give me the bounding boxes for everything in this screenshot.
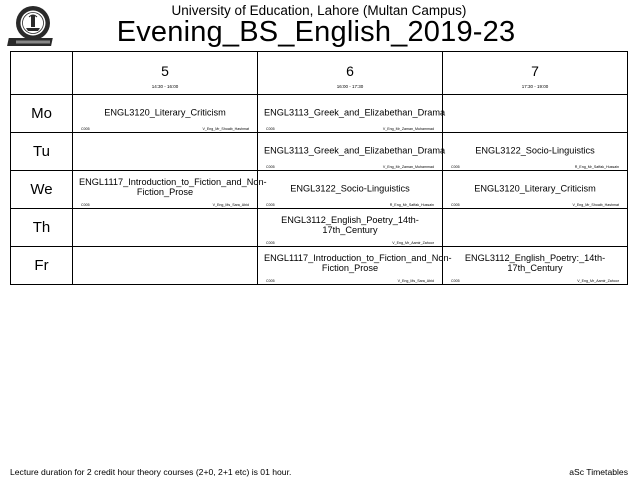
day-label: Mo [11,95,73,133]
teacher-name: V_Eng_Mr_Shoaib_Hashmat [202,127,249,131]
day-row-monday [11,95,628,133]
room-code: C005 [451,165,460,169]
day-label: Th [11,209,73,247]
teacher-name: V_Eng_Ms_Sara_Abid [397,279,434,283]
subject-name: ENGL3120_Literary_Criticism [474,182,596,193]
empty-cell [73,247,258,285]
lesson-cell [258,95,446,133]
day-row-wednesday [11,171,628,209]
period-header-5 [73,52,258,95]
room-code: C005 [266,241,275,245]
period-header-row [11,52,628,95]
room-code: C005 [266,279,275,283]
empty-cell [443,95,628,133]
subject-name: ENGL3113_Greek_and_Elizabethan_Drama [264,144,446,155]
corner-cell [11,52,73,95]
lesson-cell [73,95,258,133]
room-code: C005 [81,203,90,207]
period-number: 6 [346,63,354,79]
day-row-friday [11,247,628,285]
teacher-name: V_Eng_Ms_Sara_Abid [212,203,249,207]
lecture-duration-note: Lecture duration for 2 credit hour theory courses (2+0, 2+1 etc) is 01 hour. [10,467,292,477]
lesson-cell [258,209,443,247]
day-row-thursday [11,209,628,247]
teacher-name: V_Eng_Mr_Aamir_Zahoor [577,279,619,283]
period-time: 17:30 - 19:00 [521,84,549,89]
day-row-tuesday [11,133,628,171]
subject-name: ENGL3112_English_Poetry_14th-17th_Century [281,214,419,235]
lesson-cell [258,247,452,285]
teacher-name: V_Eng_Mr_Zaman_Muhammad [382,127,434,131]
period-header-7 [443,52,628,95]
generator-credit: aSc Timetables [569,467,628,477]
period-time: 14:30 - 16:00 [151,84,179,89]
period-number: 5 [161,63,169,79]
room-code: C005 [266,203,275,207]
subject-name: ENGL3120_Literary_Criticism [104,106,226,117]
subject-name: ENGL3122_Socio-Linguistics [475,144,595,155]
period-time: 16:00 - 17:30 [336,84,364,89]
lesson-cell [258,133,446,171]
timetable-title: Evening_BS_English_2019-23 [116,16,516,48]
empty-cell [443,209,628,247]
teacher-name: V_Eng_Mr_Aamir_Zahoor [392,241,434,245]
day-label: Tu [11,133,73,171]
room-code: C005 [81,127,90,131]
room-code: C005 [266,127,275,131]
teacher-name: R_Eng_Mr_Saffak_Hussain [389,203,434,207]
period-header-6 [258,52,443,95]
lesson-cell [443,247,628,285]
teacher-name: V_Eng_Mr_Shoaib_Hashmat [572,203,619,207]
timetable-grid [10,51,628,285]
institution-name: University of Education, Lahore (Multan Campus) [171,3,467,18]
lesson-cell [443,133,628,171]
subject-name: ENGL1117_Introduction_to_Fiction_and_Non-Fiction_Prose [264,252,452,273]
empty-cell [73,209,258,247]
room-code: C005 [451,203,460,207]
subject-name: ENGL1117_Introduction_to_Fiction_and_Non-Fiction_Prose [79,176,267,197]
day-label: We [11,171,73,209]
day-label: Fr [11,247,73,285]
empty-cell [73,133,258,171]
lesson-cell [73,171,267,209]
subject-name: ENGL3122_Socio-Linguistics [290,182,410,193]
teacher-name: V_Eng_Mr_Zaman_Muhammad [382,165,434,169]
subject-name: ENGL3113_Greek_and_Elizabethan_Drama [264,106,446,117]
teacher-name: R_Eng_Mr_Saffak_Hussain [574,165,619,169]
lesson-cell [258,171,443,209]
room-code: C005 [451,279,460,283]
subject-name: ENGL3112_English_Poetry:_14th-17th_Century [464,252,606,273]
lesson-cell [443,171,628,209]
room-code: C005 [266,165,275,169]
period-number: 7 [531,63,539,79]
